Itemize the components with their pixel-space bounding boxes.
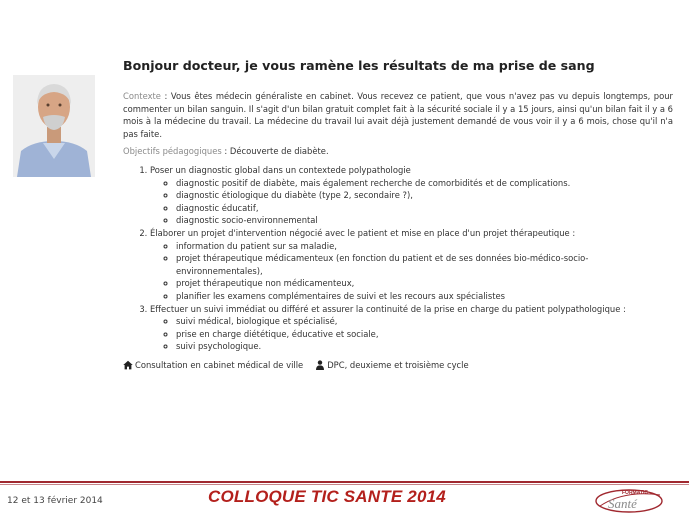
audience-text: DPC, deuxieme et troisième cycle — [327, 359, 469, 370]
logo-top-text: FORMATIC — [622, 490, 649, 496]
context-paragraph — [123, 90, 673, 140]
footer-date: 12 et 13 février 2014 — [7, 496, 103, 506]
case-meta — [123, 359, 673, 372]
sub-list-item: ◦ planifier les examens complémentaires de suivi et les recours aux spécialistes — [176, 290, 673, 303]
sub-list-item: ◦ prise en charge diététique, éducative et sociale, — [176, 328, 673, 341]
sub-list-item: ◦ suivi psychologique. — [176, 340, 673, 353]
list-item-text: Poser un diagnostic global dans un contextede polypathologie — [150, 164, 411, 175]
footer-divider — [0, 481, 689, 483]
sub-list-item: ◦ projet thérapeutique médicamenteux (en fonction du patient et de ses données bio-médico-socio-environnementales), — [176, 252, 673, 277]
logo-main-text: Santé — [608, 496, 637, 511]
location-text: Consultation en cabinet médical de ville — [135, 359, 304, 370]
event-title: COLLOQUE TIC SANTE 2014 — [208, 487, 446, 506]
list-item-text: Effectuer un suivi immédiat ou différé et assurer la continuité de la prise en charge du patient polypathologique : — [150, 303, 626, 314]
sub-list — [150, 315, 673, 353]
page-title: Bonjour docteur, je vous ramène les résultats de ma prise de sang — [123, 58, 595, 73]
doctor-photo — [13, 75, 95, 177]
formatic-sante-logo — [594, 486, 664, 514]
objectives-list — [123, 164, 673, 353]
sub-list-item: ◦ diagnostic positif de diabète, mais également recherche de comorbidités et de complications. — [176, 177, 673, 190]
person-icon — [315, 360, 325, 370]
sub-list — [150, 240, 673, 303]
objectives-line — [123, 145, 673, 158]
footer-divider-thin — [0, 484, 689, 485]
sub-list-item: ◦ suivi médical, biologique et spécialisé, — [176, 315, 673, 328]
sub-list-item: ◦ diagnostic éducatif, — [176, 202, 673, 215]
context-label: Contexte — [123, 91, 161, 101]
sub-list-item: ◦ diagnostic étiologique du diabète (type 2, secondaire ?), — [176, 189, 673, 202]
case-content — [123, 58, 673, 371]
objectives-text: : Découverte de diabète. — [221, 146, 329, 157]
context-text: : Vous êtes médecin généraliste en cabinet. Vous recevez ce patient, que vous n'avez pas vu depuis longtemps, pour commenter un bilan sanguin. Il s'agit d'un bilan gratuit complet fait à la sécurité sociale il y a 15 jours, ainsi qu'un bilan fait il y a 6 mois à la médecine du travail. La médecine du travail lui avait déjà justement demandé de vous voir il y a 6 mois, chose qu'il n'a pas faite. — [123, 91, 673, 139]
list-item — [150, 164, 673, 227]
list-item — [150, 227, 673, 303]
home-icon — [123, 360, 133, 370]
objectives-label: Objectifs pédagogiques — [123, 146, 222, 157]
list-item-text: Élaborer un projet d'intervention négocié avec le patient et mise en place d'un projet thérapeutique : — [150, 227, 576, 238]
sub-list-item: ◦ information du patient sur sa maladie, — [176, 240, 673, 253]
doctor-portrait-icon — [13, 75, 95, 177]
logo-swoosh-icon — [594, 486, 664, 514]
sub-list-item: ◦ projet thérapeutique non médicamenteux, — [176, 277, 673, 290]
list-item — [150, 303, 673, 353]
sub-list-item: ◦ diagnostic socio-environnemental — [176, 214, 673, 227]
sub-list — [150, 177, 673, 227]
